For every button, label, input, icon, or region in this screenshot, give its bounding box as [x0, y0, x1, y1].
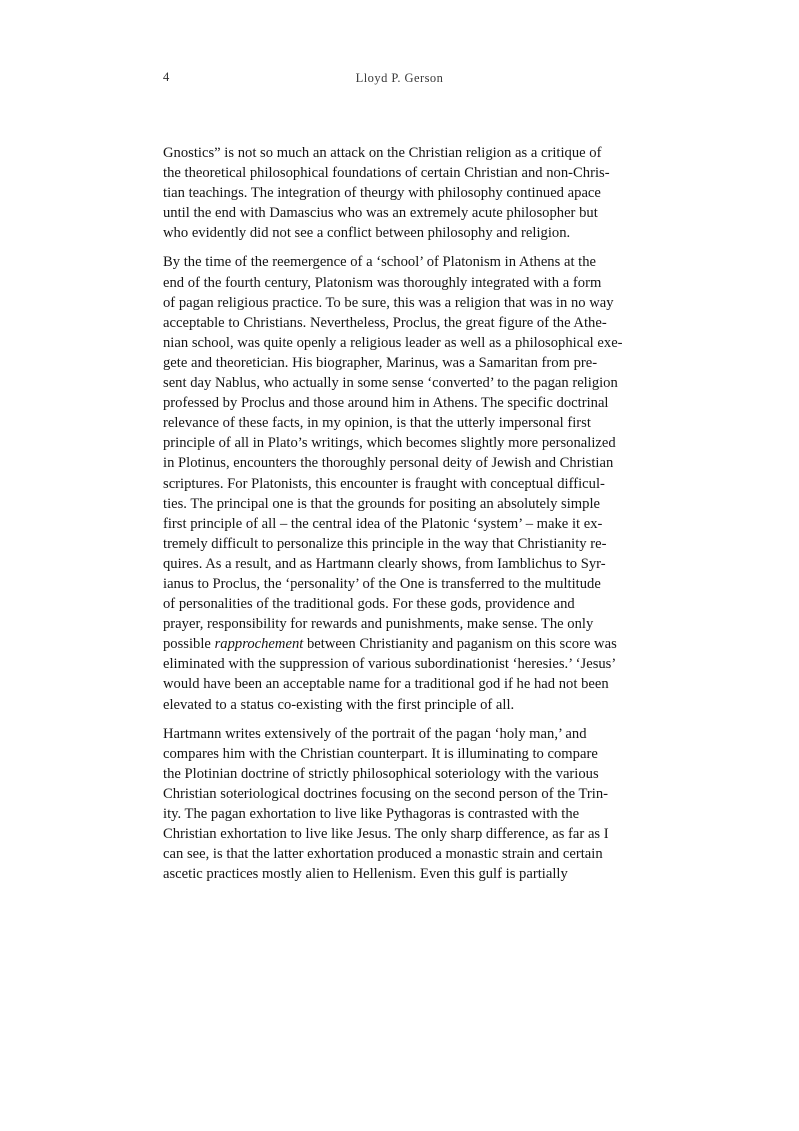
text-line: relevance of these facts, in my opinion, is that the utterly impersonal first: [163, 415, 591, 432]
text-line: who evidently did not see a conflict between philosophy and religion.: [163, 225, 571, 242]
text-line: principle of all in Plato’s writings, which becomes slightly more personalized: [163, 435, 616, 452]
line-text-before: possible: [163, 636, 215, 653]
text-line: in Plotinus, encounters the thoroughly personal deity of Jewish and Christian: [163, 455, 614, 472]
text-line: prayer, responsibility for rewards and punishments, make sense. The only: [163, 616, 594, 633]
text-line: quires. As a result, and as Hartmann clearly shows, from Iamblichus to Syr-: [163, 555, 606, 572]
text-line: would have been an acceptable name for a traditional god if he had not been: [163, 676, 609, 693]
text-line: tremely difficult to personalize this principle in the way that Christianity re-: [163, 535, 607, 552]
emphasis-rapprochement: rapprochement: [214, 636, 304, 653]
text-line: ties. The principal one is that the grounds for positing an absolutely simple: [163, 495, 601, 512]
text-line: until the end with Damascius who was an extremely acute philosopher but: [163, 205, 598, 222]
body-text-block: [163, 143, 636, 884]
paragraph-3: [163, 724, 636, 885]
text-line: ianus to Proclus, the ‘personality’ of the One is transferred to the multitude: [163, 575, 601, 592]
line-text-after: between Christianity and paganism on this score was: [303, 636, 617, 653]
text-line: first principle of all – the central idea of the Platonic ‘system’ – make it ex-: [163, 515, 603, 532]
text-line: Christian soteriological doctrines focusing on the second person of the Trin-: [163, 785, 608, 802]
text-line: the theoretical philosophical foundations of certain Christian and non-Chris-: [163, 165, 610, 182]
text-line: Hartmann writes extensively of the portrait of the pagan ‘holy man,’ and: [163, 725, 587, 742]
text-line: can see, is that the latter exhortation produced a monastic strain and certain: [163, 846, 603, 863]
text-line: professed by Proclus and those around him in Athens. The specific doctrinal: [163, 395, 609, 412]
text-line: sent day Nablus, who actually in some sense ‘converted’ to the pagan religion: [163, 375, 618, 392]
text-line: By the time of the reemergence of a ‘school’ of Platonism in Athens at the: [163, 254, 597, 271]
running-head-title: Lloyd P. Gerson: [355, 71, 444, 85]
paragraph-2: [163, 252, 636, 714]
text-line: compares him with the Christian counterpart. It is illuminating to compare: [163, 745, 598, 762]
text-line: acceptable to Christians. Nevertheless, Proclus, the great figure of the Athe-: [163, 314, 607, 331]
text-line: of personalities of the traditional gods. For these gods, providence and: [163, 596, 575, 613]
text-line: the Plotinian doctrine of strictly philosophical soteriology with the various: [163, 765, 599, 782]
paragraph-1: [163, 143, 636, 243]
text-line: scriptures. For Platonists, this encounter is fraught with conceptual difficul-: [163, 475, 605, 492]
text-line: Gnostics” is not so much an attack on the Christian religion as a critique of: [163, 145, 602, 161]
text-line: eliminated with the suppression of various subordinationist ‘heresies.’ ‘Jesus’: [163, 656, 617, 673]
text-line: gete and theoretician. His biographer, Marinus, was a Samaritan from pre-: [163, 354, 598, 371]
page-number: 4: [163, 70, 170, 84]
text-line: Christian exhortation to live like Jesus. The only sharp difference, as far as I: [163, 826, 609, 843]
text-line: elevated to a status co-existing with the first principle of all.: [163, 696, 515, 713]
text-line: ascetic practices mostly alien to Hellenism. Even this gulf is partially: [163, 866, 568, 883]
text-line: tian teachings. The integration of theurgy with philosophy continued apace: [163, 185, 601, 202]
text-line: nian school, was quite openly a religious leader as well as a philosophical exe-: [163, 334, 623, 351]
text-line-with-emphasis: [163, 634, 636, 654]
running-head: [163, 70, 636, 88]
text-line: of pagan religious practice. To be sure, this was a religion that was in no way: [163, 294, 614, 311]
text-line: ity. The pagan exhortation to live like Pythagoras is contrasted with the: [163, 806, 580, 822]
text-line: end of the fourth century, Platonism was thoroughly integrated with a form: [163, 274, 602, 291]
